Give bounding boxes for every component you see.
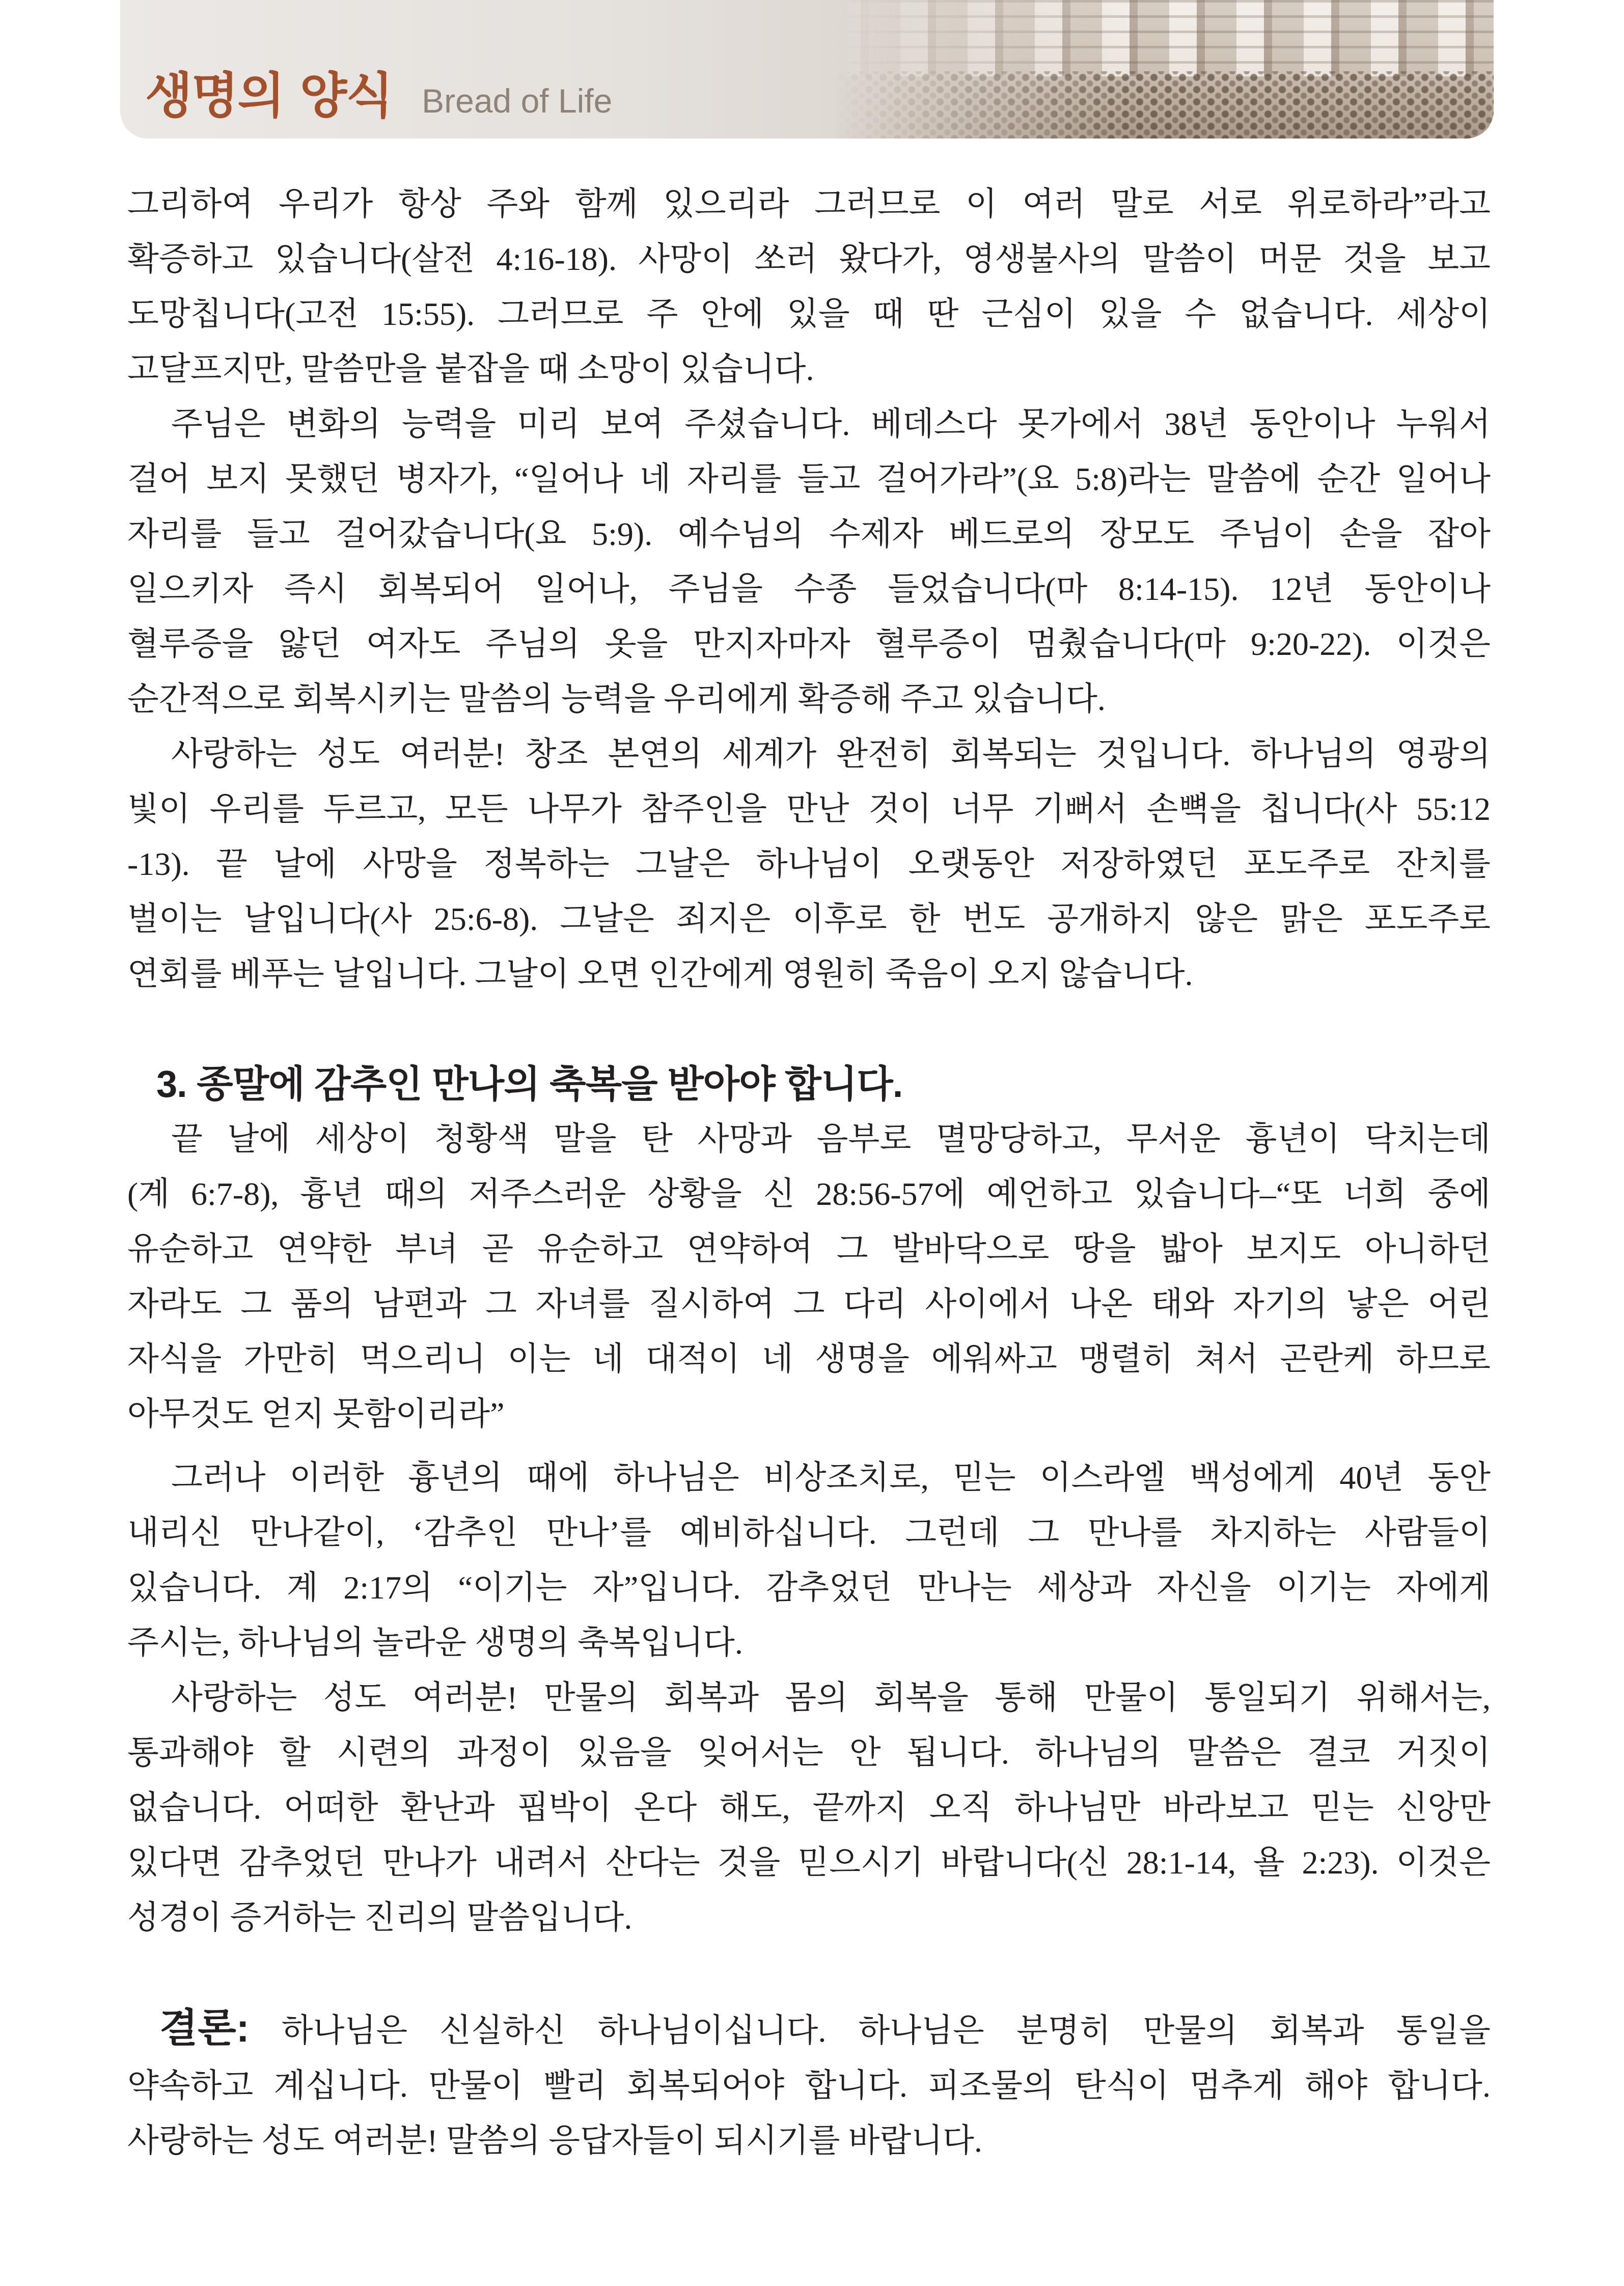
page-subtitle: Bread of Life	[422, 82, 613, 120]
section-heading: 3. 종말에 감추인 만나의 축복을 받아야 합니다.	[156, 1063, 903, 1105]
conclusion-text: 하나님은 신실하신 하나님이십니다. 하나님은 분명히 만물의 회복과 통일을	[281, 2013, 1491, 2049]
text-line: 사랑하는 성도 여러분! 창조 본연의 세계가 완전히 회복되는 것입니다. 하나님의 영광의	[171, 736, 1491, 772]
text-line: 연회를 베푸는 날입니다. 그날이 오면 인간에게 영원히 죽음이 오지 않습니다.	[127, 956, 1193, 992]
text-line: 있습니다. 계 2:17의 “이기는 자”입니다. 감추었던 만나는 세상과 자신을 이기는 자에게	[127, 1569, 1491, 1606]
text-line: 확증하고 있습니다(살전 4:16-18). 사망이 쏘러 왔다가, 영생불사의 말씀이 머문 것을 보고	[127, 241, 1491, 277]
text-line: 걸어 보지 못했던 병자가, “일어나 네 자리를 들고 걸어가라”(요 5:8)라는 말씀에 순간 일어나	[127, 461, 1491, 497]
paragraph	[127, 397, 1491, 727]
paragraph	[127, 177, 1491, 397]
article-body	[127, 177, 1491, 2168]
paragraph	[127, 727, 1491, 1002]
conclusion-first-line	[127, 2000, 1491, 2058]
text-line: 사랑하는 성도 여러분! 말씀의 응답자들이 되시기를 바랍니다.	[127, 2123, 982, 2159]
header-banner	[120, 0, 1494, 139]
text-line: 주님은 변화의 능력을 미리 보여 주셨습니다. 베데스다 못가에서 38년 동안이나 누워서	[171, 406, 1491, 442]
text-line: 성경이 증거하는 진리의 말씀입니다.	[127, 1899, 632, 1936]
text-line: 그리하여 우리가 항상 주와 함께 있으리라 그러므로 이 여러 말로 서로 위로하라”라고	[127, 186, 1491, 222]
text-line: 유순하고 연약한 부녀 곧 유순하고 연약하여 그 발바닥으로 땅을 밟아 보지도 아니하던	[127, 1231, 1491, 1267]
text-line: 고달프지만, 말씀만을 붙잡을 때 소망이 있습니다.	[127, 351, 814, 387]
text-line: 자리를 들고 걸어갔습니다(요 5:9). 예수님의 수제자 베드로의 장모도 주님이 손을 잡아	[127, 516, 1491, 552]
text-line: 내리신 만나같이, ‘감추인 만나’를 예비하십니다. 그런데 그 만나를 차지하는 사람들이	[127, 1514, 1491, 1551]
text-line: 혈루증을 앓던 여자도 주님의 옷을 만지자마자 혈루증이 멈췄습니다(마 9:20-22). 이것은	[127, 626, 1491, 662]
text-line: 자라도 그 품의 남편과 그 자녀를 질시하여 그 다리 사이에서 나온 태와 자기의 낳은 어린	[127, 1286, 1491, 1322]
photo-steps	[833, 0, 1494, 76]
text-line: -13). 끝 날에 사망을 정복하는 그날은 하나님이 오랫동안 저장하였던 포도주로 잔치를	[127, 846, 1491, 882]
page-title: 생명의 양식	[145, 67, 393, 124]
text-line: 벌이는 날입니다(사 25:6-8). 그날은 죄지은 이후로 한 번도 공개하지 않은 맑은 포도주로	[127, 901, 1491, 937]
photo-crowd	[833, 71, 1494, 139]
text-line: 자식을 가만히 먹으리니 이는 네 대적이 네 생명을 에워싸고 맹렬히 쳐서 곤란케 하므로	[127, 1341, 1491, 1377]
text-line: 주시는, 하나님의 놀라운 생명의 축복입니다.	[127, 1624, 743, 1661]
text-line: 약속하고 계십니다. 만물이 빨리 회복되어야 합니다. 피조물의 탄식이 멈추게 해야 합니다.	[127, 2068, 1491, 2104]
text-line: 그러나 이러한 흉년의 때에 하나님은 비상조치로, 믿는 이스라엘 백성에게 40년 동안	[171, 1459, 1491, 1496]
text-line: 있다면 감추었던 만나가 내려서 산다는 것을 믿으시기 바랍니다(신 28:1-14, 욜 2:23). 이것은	[127, 1844, 1491, 1881]
text-line: 사랑하는 성도 여러분! 만물의 회복과 몸의 회복을 통해 만물이 통일되기 위해서는,	[171, 1679, 1491, 1716]
text-line: 통과해야 할 시련의 과정이 있음을 잊어서는 안 됩니다. 하나님의 말씀은 결코 거짓이	[127, 1734, 1491, 1771]
text-line: 없습니다. 어떠한 환난과 핍박이 온다 해도, 끝까지 오직 하나님만 바라보고 믿는 신앙만	[127, 1789, 1491, 1826]
header-title-row	[145, 67, 613, 125]
text-line: 빛이 우리를 두르고, 모든 나무가 참주인을 만난 것이 너무 기뻐서 손뼉을 칩니다(사 55:12	[127, 791, 1491, 827]
paragraph	[127, 1450, 1491, 1670]
text-line: 일으키자 즉시 회복되어 일어나, 주님을 수종 들었습니다(마 8:14-15). 12년 동안이나	[127, 571, 1491, 607]
conclusion-label: 결론:	[159, 2005, 250, 2050]
conclusion	[127, 2000, 1491, 2168]
paragraph	[127, 1670, 1491, 1945]
text-line: 도망칩니다(고전 15:55). 그러므로 주 안에 있을 때 딴 근심이 있을 수 없습니다. 세상이	[127, 296, 1491, 332]
header-photo	[833, 0, 1494, 139]
text-line: (계 6:7-8), 흉년 때의 저주스러운 상황을 신 28:56-57에 예언하고 있습니다–“또 너희 중에	[127, 1176, 1491, 1212]
text-line: 순간적으로 회복시키는 말씀의 능력을 우리에게 확증해 주고 있습니다.	[127, 681, 1106, 717]
paragraph	[127, 1112, 1491, 1442]
text-line: 끝 날에 세상이 청황색 말을 탄 사망과 음부로 멸망당하고, 무서운 흉년이 닥치는데	[171, 1121, 1491, 1157]
text-line: 아무것도 얻지 못함이리라”	[127, 1396, 505, 1432]
